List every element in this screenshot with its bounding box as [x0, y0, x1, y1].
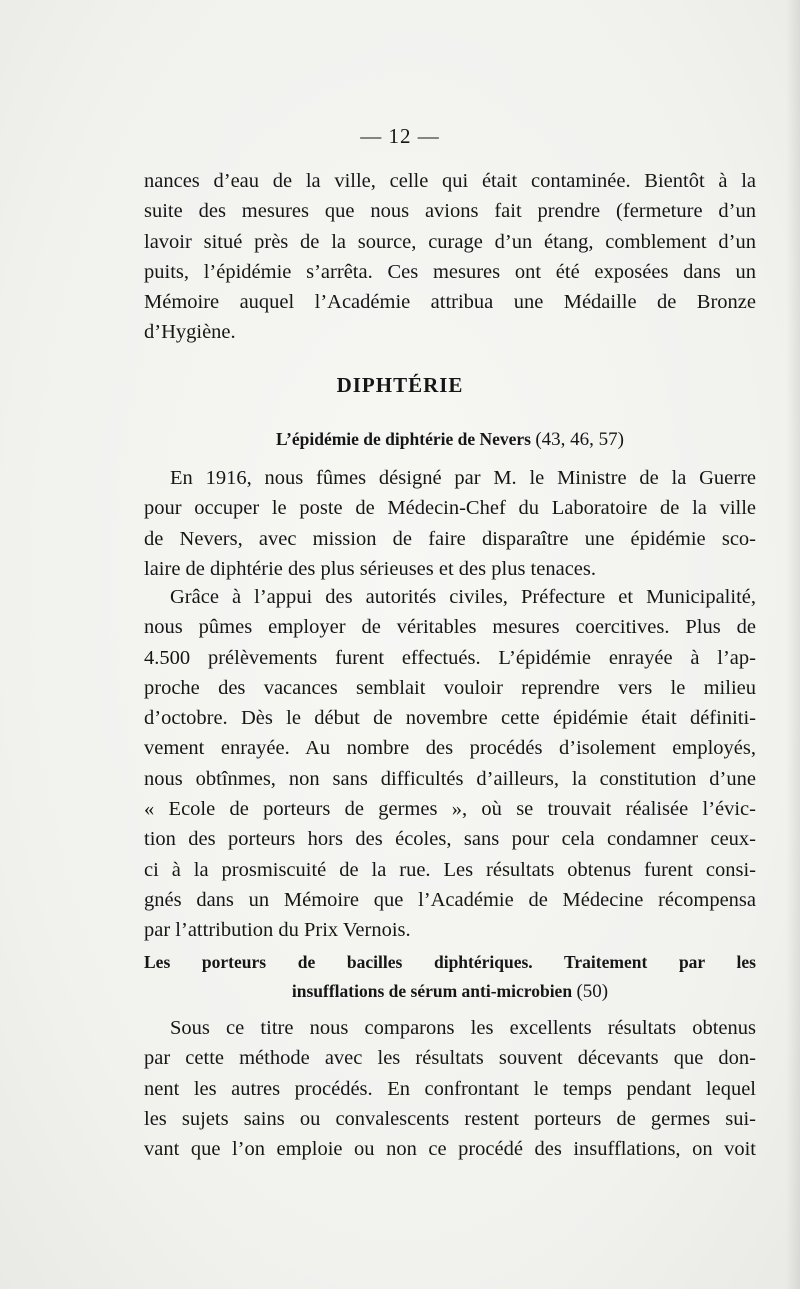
- text-line: gnés dans un Mémoire que l’Académie de Médecine récompensa: [144, 888, 756, 911]
- text-line: Grâce à l’appui des autorités civiles, Préfecture et Municipalité,: [170, 586, 756, 608]
- text-line: nent les autres procédés. En confrontant le temps pendant lequel: [144, 1077, 756, 1100]
- text-line: En 1916, nous fûmes désigné par M. le Ministre de la Guerre: [170, 467, 756, 489]
- text-line: suite des mesures que nous avions fait prendre (fermeture d’un: [144, 200, 756, 223]
- paragraph-1: [144, 463, 756, 584]
- subsection-heading: [144, 425, 756, 454]
- intro-paragraph: [144, 166, 756, 348]
- subsection-heading-2: [144, 948, 756, 1006]
- text-line: vement enrayée. Au nombre des procédés d’isolement employés,: [144, 737, 756, 760]
- text-line: pour occuper le poste de Médecin-Chef du Laboratoire de la ville: [144, 497, 756, 520]
- text-line: Mémoire auquel l’Académie attribua une Médaille de Bronze: [144, 291, 756, 314]
- subsection-refs: (50): [576, 981, 609, 1002]
- text-line: de Nevers, avec mission de faire disparaître une épidémie sco-: [144, 527, 756, 550]
- text-line: d’octobre. Dès le début de novembre cette épidémie était définiti-: [144, 707, 756, 730]
- text-line: laire de diphtérie des plus sérieuses et des plus tenaces.: [144, 557, 596, 580]
- text-line: 4.500 prélèvements furent effectués. L’épidémie enrayée à l’ap-: [144, 646, 756, 669]
- text-line: Sous ce titre nous comparons les excellents résultats obtenus: [170, 1017, 756, 1039]
- page-edge-shadow: [786, 0, 800, 1289]
- text-line: proche des vacances semblait vouloir reprendre vers le milieu: [144, 676, 756, 699]
- text-line: tion des porteurs hors des écoles, sans pour cela condamner ceux-: [144, 828, 756, 851]
- paragraph-3: [144, 1013, 756, 1164]
- text-line: nous pûmes employer de véritables mesures coercitives. Plus de: [144, 616, 756, 639]
- text-line: les sujets sains ou convalescents restent porteurs de germes sui-: [144, 1107, 756, 1130]
- section-title: DIPHTÉRIE: [336, 373, 464, 397]
- text-line: par cette méthode avec les résultats souvent décevants que don-: [144, 1047, 756, 1070]
- page-number: — 12 —: [360, 124, 440, 148]
- subsection-title: L’épidémie de diphtérie de Nevers: [275, 429, 531, 449]
- text-line: vant que l’on emploie ou non ce procédé des insufflations, on voit: [144, 1138, 756, 1161]
- text-line: lavoir situé près de la source, curage d’un étang, comblement d’un: [144, 230, 756, 253]
- subsection-refs: (43, 46, 57): [535, 429, 625, 450]
- subsection-title-line-2: [144, 977, 756, 1006]
- text-line: nous obtînmes, non sans difficultés d’ailleurs, la constitution d’une: [144, 767, 756, 790]
- subsection-title-line: Les porteurs de bacilles diphtériques. Traitement par les: [144, 952, 756, 972]
- text-line: par l’attribution du Prix Vernois.: [144, 919, 411, 942]
- subsection-title: insufflations de sérum anti-microbien: [291, 981, 573, 1001]
- text-line: « Ecole de porteurs de germes », où se trouvait réalisée l’évic-: [144, 798, 756, 821]
- text-line: d’Hygiène.: [144, 321, 236, 344]
- text-line: ci à la prosmiscuité de la rue. Les résultats obtenus furent consi-: [144, 858, 756, 881]
- text-line: nances d’eau de la ville, celle qui était contaminée. Bientôt à la: [144, 170, 756, 192]
- paragraph-2: [144, 582, 756, 946]
- text-line: puits, l’épidémie s’arrêta. Ces mesures ont été exposées dans un: [144, 260, 756, 283]
